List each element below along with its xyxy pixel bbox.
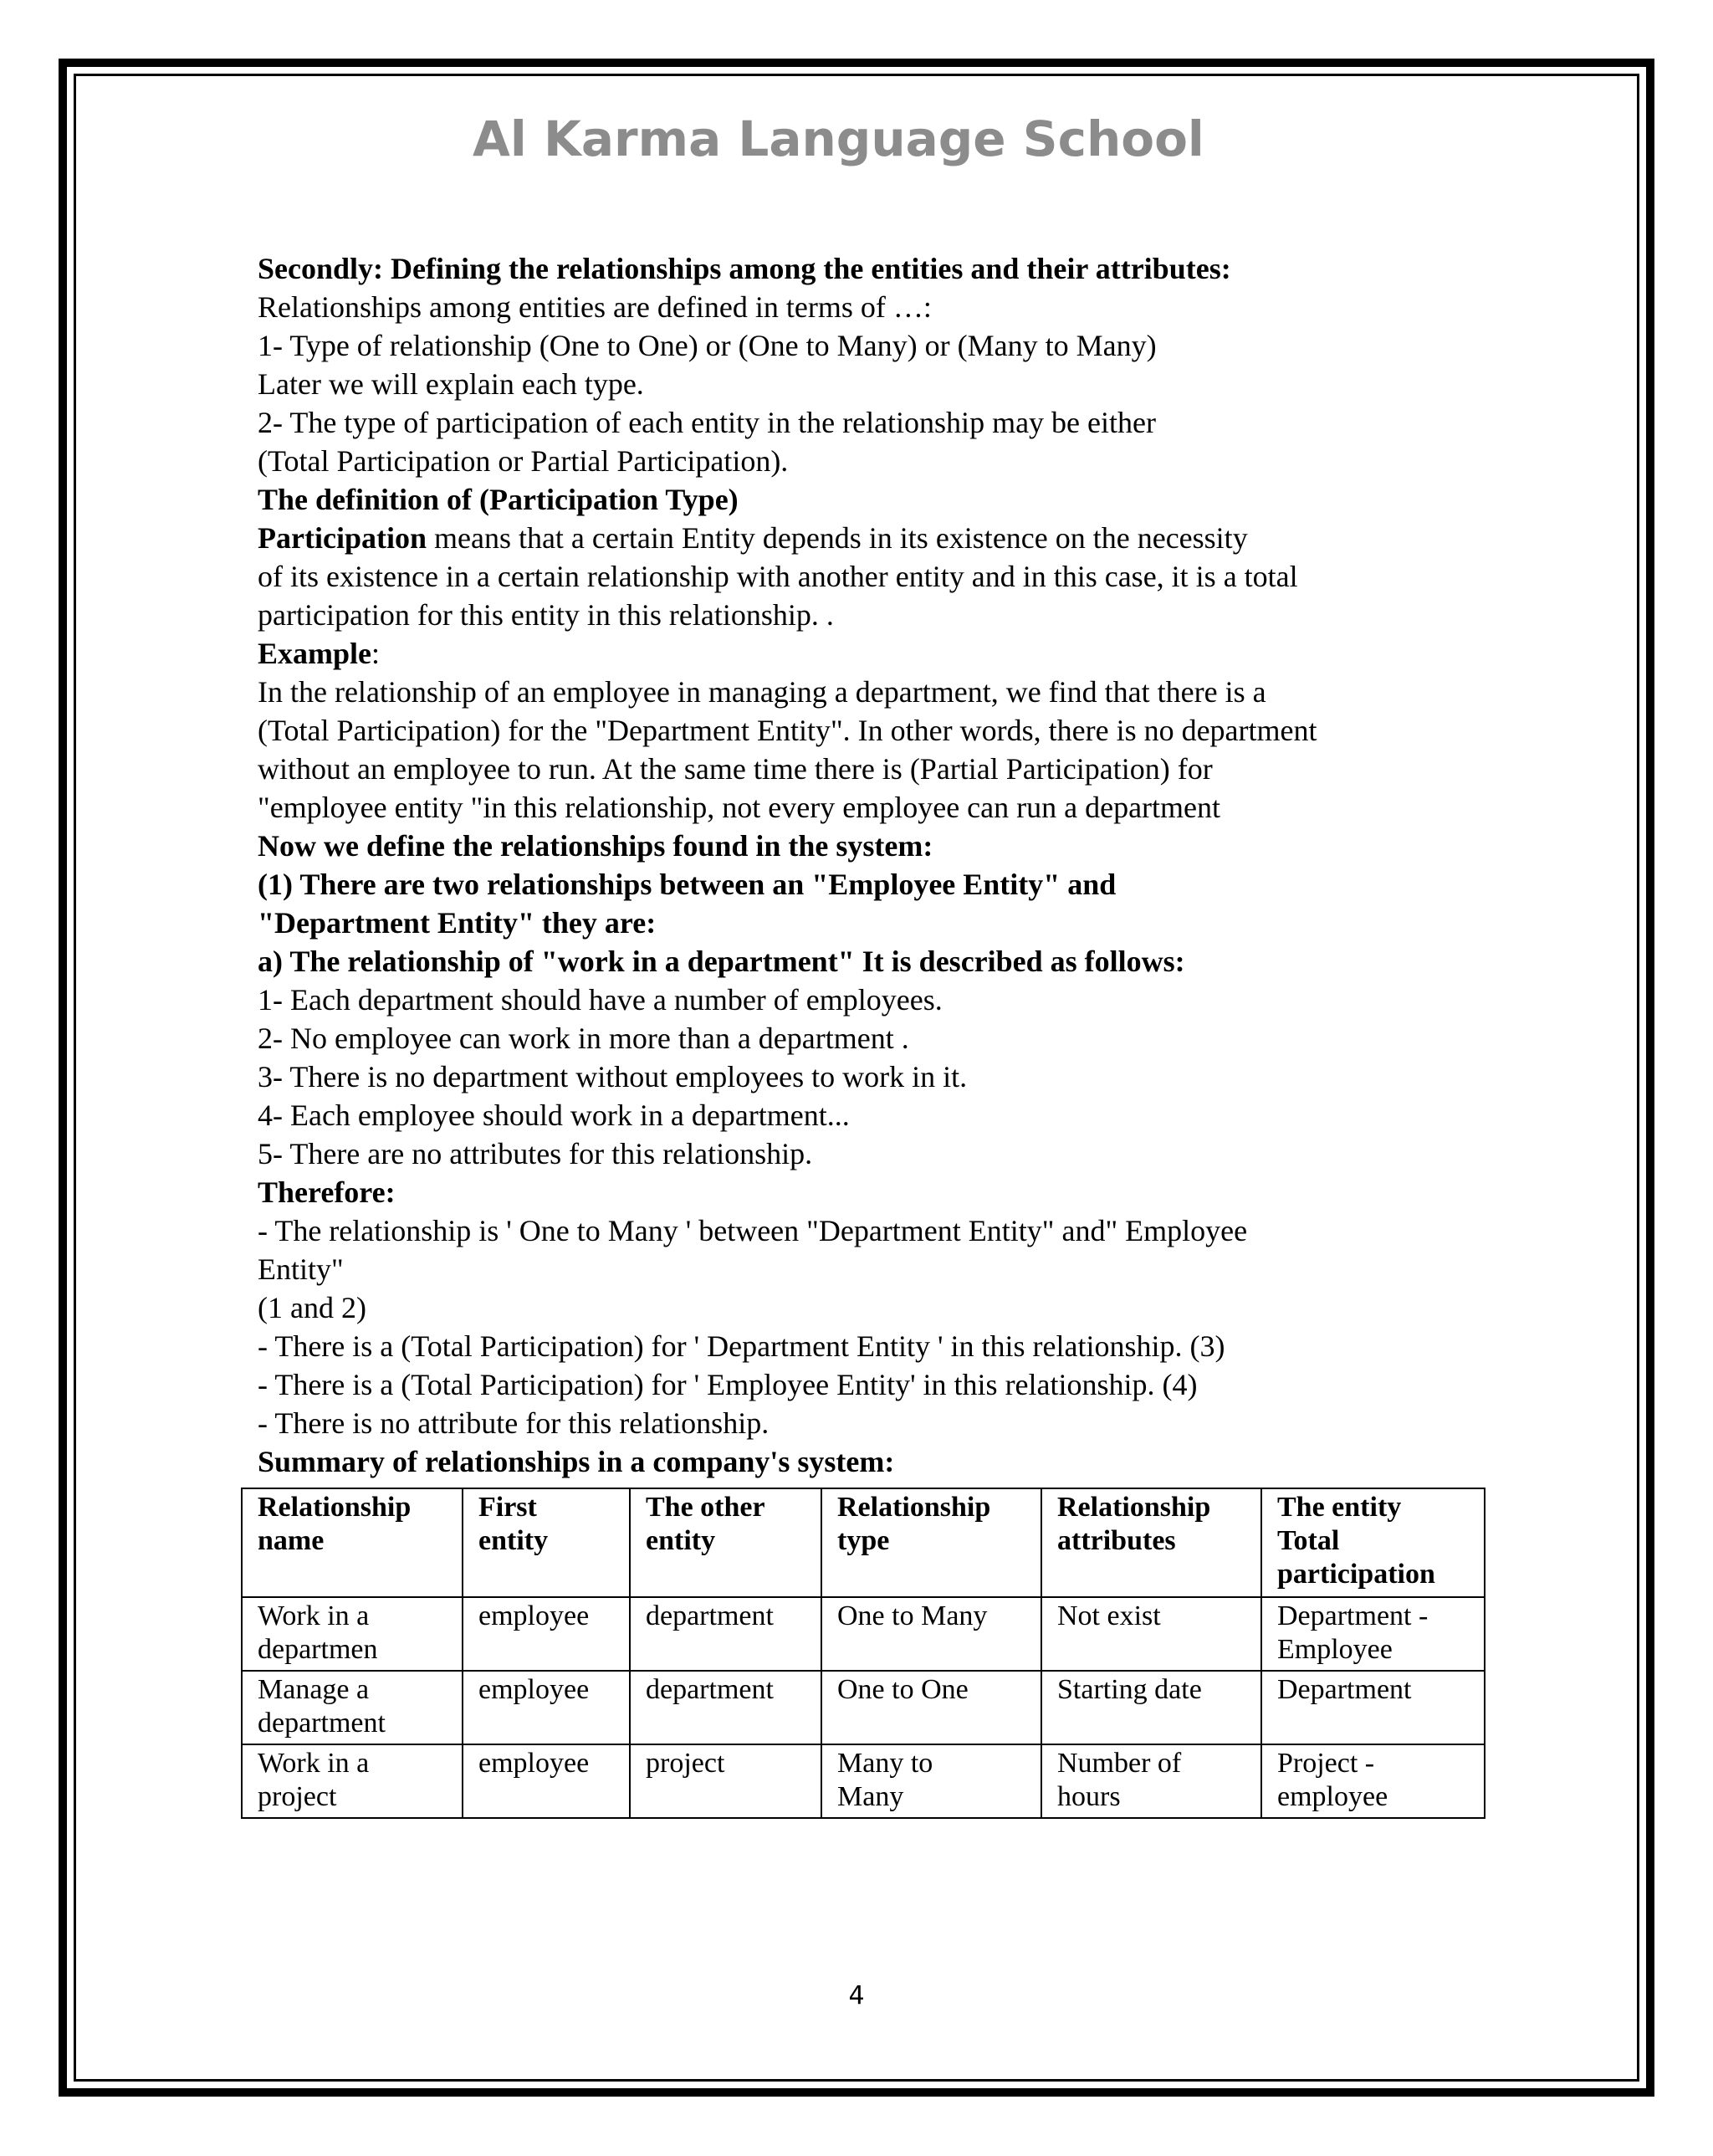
paragraph-line [258,519,1512,557]
example-label-line [258,634,1512,673]
header-cell: First entity [463,1488,630,1597]
rule-item: 5- There are no attributes for this relationship. [258,1137,813,1170]
header-cell: Relationship attributes [1041,1488,1261,1597]
table-cell: Work in a departmen [242,1597,463,1671]
table-cell: Many to Many [821,1744,1041,1818]
table-cell: Not exist [1041,1597,1261,1671]
table-cell: Work in a project [242,1744,463,1818]
conclusion-line: - There is no attribute for this relationship. [258,1406,770,1440]
table-cell: Manage a department [242,1671,463,1744]
table-row [242,1597,1485,1671]
rule-item: 1- Each department should have a number of employees. [258,983,943,1017]
paragraph-line: (Total Participation) for the "Department Entity". In other words, there is no department [258,714,1317,747]
table-cell: Department [1261,1671,1485,1744]
page-number: 4 [848,1981,865,2010]
rule-item: 3- There is no department without employees to work in it. [258,1060,968,1093]
table-cell: employee [463,1744,630,1818]
table-cell: One to One [821,1671,1041,1744]
participation-term: Participation [258,521,427,555]
table-row [242,1744,1485,1818]
example-label: Example [258,637,372,670]
paragraph-line: of its existence in a certain relationship with another entity and in this case, it is a total [258,560,1298,593]
section-heading: Now we define the relationships found in the system: [258,829,933,863]
table-cell: One to Many [821,1597,1041,1671]
paragraph-line: In the relationship of an employee in managing a department, we find that there is a [258,675,1266,709]
section-heading: a) The relationship of "work in a department" It is described as follows: [258,945,1185,978]
summary-heading: Summary of relationships in a company's system: [258,1445,895,1478]
paragraph-line: 1- Type of relationship (One to One) or (One to Many) or (Many to Many) [258,329,1157,362]
rule-item: 2- No employee can work in more than a department . [258,1022,909,1055]
conclusion-line: Entity" [258,1252,344,1286]
conclusion-line: (1 and 2) [258,1291,366,1324]
table-header-row [242,1488,1485,1597]
section-heading: (1) There are two relationships between an "Employee Entity" and [258,868,1117,901]
therefore-heading: Therefore: [258,1175,396,1209]
definition-heading: The definition of (Participation Type) [258,483,739,516]
example-colon: : [371,637,381,670]
table-cell: department [630,1597,821,1671]
conclusion-line: - There is a (Total Participation) for ' Department Entity ' in this relationship. (3) [258,1329,1225,1363]
table-row [242,1671,1485,1744]
header-cell: Relationship name [242,1488,463,1597]
table-cell: Project - employee [1261,1744,1485,1818]
section-heading: Secondly: Defining the relationships among the entities and their attributes: [258,252,1231,285]
conclusion-line: - The relationship is ' One to Many ' between "Department Entity" and" Employee [258,1214,1248,1247]
table-cell: Starting date [1041,1671,1261,1744]
header-cell: The entity Total participation [1261,1488,1485,1597]
participation-definition: means that a certain Entity depends in its existence on the necessity [426,521,1248,555]
paragraph-line: "employee entity "in this relationship, not every employee can run a department [258,791,1221,824]
table-cell: employee [463,1671,630,1744]
paragraph-line: Later we will explain each type. [258,367,644,401]
summary-table [241,1488,1485,1819]
table-cell: project [630,1744,821,1818]
paragraph-line: (Total Participation or Partial Participation). [258,444,789,478]
table-cell: employee [463,1597,630,1671]
document-body [258,249,1512,1481]
table-cell: Department - Employee [1261,1597,1485,1671]
paragraph-line: Relationships among entities are defined in terms of …: [258,290,932,324]
table-cell: department [630,1671,821,1744]
table-cell: Number of hours [1041,1744,1261,1818]
paragraph-line: 2- The type of participation of each entity in the relationship may be either [258,406,1156,439]
conclusion-line: - There is a (Total Participation) for ' Employee Entity' in this relationship. (4) [258,1368,1198,1401]
paragraph-line: without an employee to run. At the same time there is (Partial Participation) for [258,752,1213,786]
header-cell: Relationship type [821,1488,1041,1597]
rule-item: 4- Each employee should work in a department... [258,1098,850,1132]
school-title: Al Karma Language School [473,110,1204,167]
paragraph-line: participation for this entity in this relationship. . [258,598,834,632]
section-heading: "Department Entity" they are: [258,906,657,940]
header-cell: The other entity [630,1488,821,1597]
